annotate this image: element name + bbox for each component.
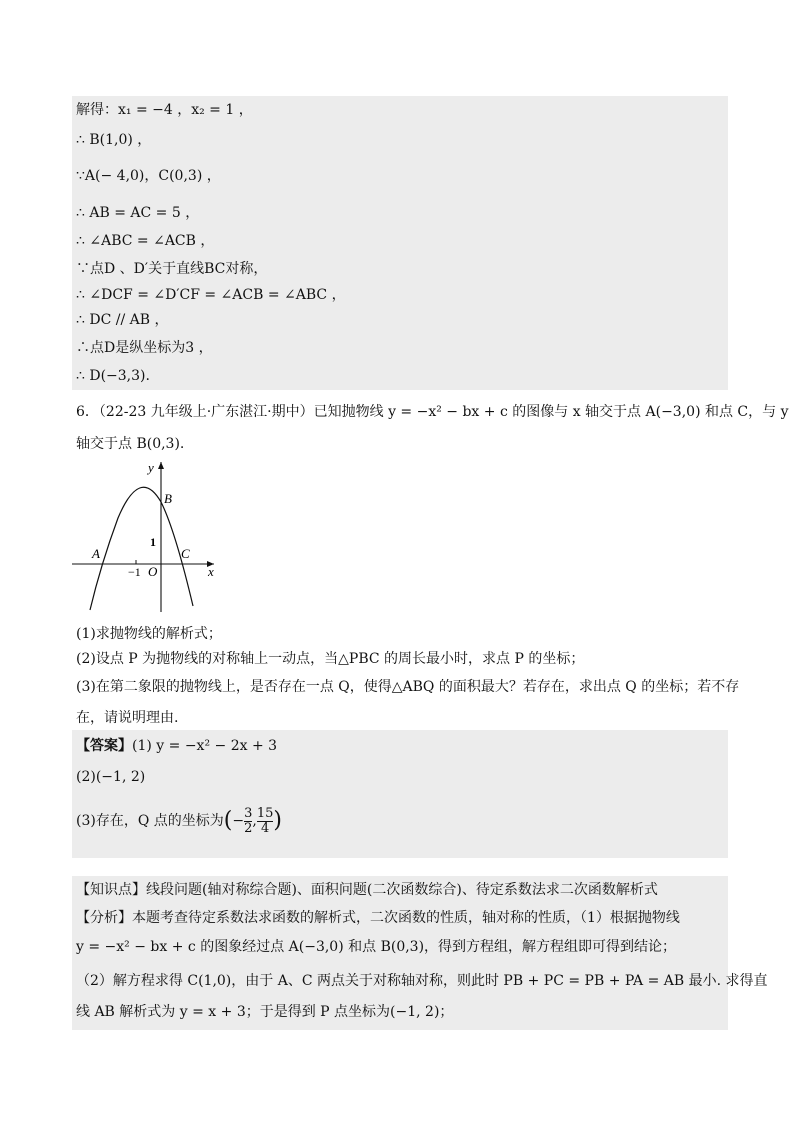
point-a-label: A xyxy=(92,546,100,561)
fraction-2-num: 15 xyxy=(256,805,274,821)
x-label: x xyxy=(208,564,214,579)
answer-2-text: (−1, 2) xyxy=(95,769,146,785)
solution-line-2: ∴ B(1,0) ， xyxy=(76,132,152,148)
solution-line-7: ∴ ∠DCF = ∠D′CF = ∠ACB = ∠ABC ， xyxy=(76,287,346,303)
answer-tag: 【答案】 xyxy=(76,738,132,754)
question-3-cont: 在，请说明理由. xyxy=(76,710,179,726)
analysis-line-2: y = −x² − bx + c 的图象经过点 A(−3,0) 和点 B(0,3)，得到方程组，解方程组即可得到结论； xyxy=(76,939,677,955)
solution-line-8: ∴ DC // AB ， xyxy=(76,312,169,328)
question-2: (2)设点 P 为抛物线的对称轴上一动点，当△PBC 的周长最小时，求点 P 的坐标； xyxy=(76,651,585,667)
solution-line-6: ∵点D 、D′关于直线BC对称， xyxy=(76,261,268,277)
tick-neg-one-label: −1 xyxy=(128,565,141,579)
answer-3: (3)存在，Q 点的坐标为(− $\frac{3}{2}$ , $\frac{15}{4}$ ) xyxy=(76,805,282,836)
question-3: (3)在第二象限的抛物线上，是否存在一点 Q，使得△ABQ 的面积最大？若存在，求出点 Q 的坐标；若不存 xyxy=(76,679,740,695)
fraction-1-den: 2 xyxy=(244,820,253,836)
analysis-line-3: （2）解方程求得 C(1,0)，由于 A、C 两点关于对称轴对称，则此时 PB + PC = PB + PA = AB 最小. 求得直 xyxy=(76,973,768,989)
y-axis xyxy=(158,462,164,612)
solution-line-1: 解得：x₁ = −4 ，x₂ = 1 ， xyxy=(76,102,253,118)
analysis-line-4: 线 AB 解析式为 y = x + 3；于是得到 P 点坐标为(−1, 2)； xyxy=(76,1004,454,1020)
point-c-label: C xyxy=(181,546,190,561)
question-1: (1)求抛物线的解析式； xyxy=(76,626,222,642)
origin-label: O xyxy=(148,564,158,579)
analysis-line-1: 【分析】本题考查待定系数法求函数的解析式，二次函数的性质，轴对称的性质，（1）根据抛物线 xyxy=(76,910,680,926)
x-axis xyxy=(72,561,214,567)
problem-line-1: 6．（22-23 九年级上·广东湛江·期中）已知抛物线 y = −x² − bx + c 的图像与 x 轴交于点 A(−3,0) 和点 C，与 y xyxy=(76,404,789,420)
answer-1 xyxy=(76,736,277,756)
solution-line-5: ∴ ∠ABC = ∠ACB ， xyxy=(76,233,215,249)
tick-one-label: 1 xyxy=(150,535,156,549)
problem-line-2: 轴交于点 B(0,3). xyxy=(76,436,185,452)
answer-2-prefix: (2) xyxy=(76,769,96,785)
solution-line-3: ∵A(− 4,0)，C(0,3) ， xyxy=(76,168,221,184)
answer-3-prefix: (3)存在，Q 点的坐标为 xyxy=(76,813,224,829)
y-label: y xyxy=(148,460,154,475)
solution-line-9: ∴点D是纵坐标为3 ， xyxy=(76,340,213,356)
solution-line-10: ∴ D(−3,3). xyxy=(76,368,150,384)
solution-line-4: ∴ AB = AC = 5 ， xyxy=(76,205,200,221)
fraction-2 xyxy=(257,807,274,836)
point-b-label: B xyxy=(164,491,172,506)
answer-1-text: (1) y = −x² − 2x + 3 xyxy=(132,738,278,754)
fraction-2-den: 4 xyxy=(260,820,270,836)
parabola-curve xyxy=(90,487,193,610)
fraction-1 xyxy=(244,807,252,836)
parabola-figure xyxy=(68,458,228,618)
knowledge-line: 【知识点】线段问题(轴对称综合题)、面积问题(二次函数综合)、待定系数法求二次函数解析式 xyxy=(76,882,658,898)
answer-2 xyxy=(76,767,145,787)
fraction-1-num: 3 xyxy=(244,805,253,821)
